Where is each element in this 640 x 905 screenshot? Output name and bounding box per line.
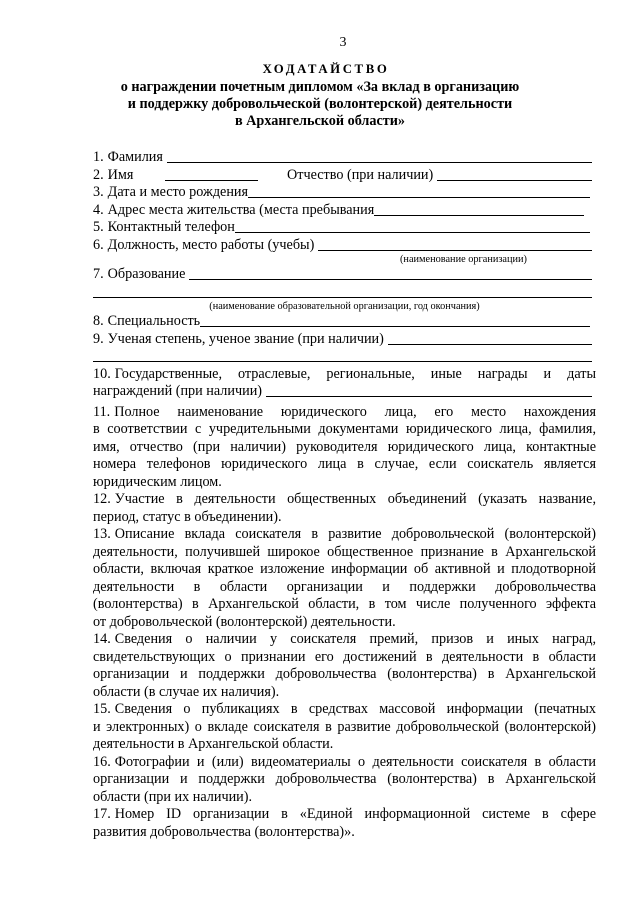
fill-in-line	[248, 184, 590, 198]
petition-form	[93, 149, 596, 841]
field-row-degree	[93, 331, 596, 349]
section-number: 17.	[93, 806, 111, 823]
line-text: Номер ID организации в «Единой информационной системе в сфере	[114, 806, 596, 823]
field-row-name	[93, 167, 596, 185]
field-row-surname	[93, 149, 596, 167]
field-number: 4.	[93, 201, 104, 218]
subtitle-line: в Архангельской области»	[234, 113, 406, 129]
text-line	[93, 526, 596, 544]
field-label-text: Специальность	[107, 313, 201, 330]
field-number: 6.	[93, 236, 104, 253]
text-line: деятельности в Архангельской области.	[93, 736, 334, 753]
text-line	[93, 491, 596, 509]
text-line: деятельности, получившей широкое общественное признание в Архангельской	[93, 543, 596, 560]
text-line: области, включая краткое изложение информации об активной и плодотворной	[93, 561, 596, 578]
section-legal-entity	[93, 404, 596, 492]
line-text: награждений (при наличии)	[93, 383, 263, 400]
field-row-position	[93, 237, 596, 255]
section-number: 13.	[93, 526, 111, 543]
text-line	[93, 701, 596, 719]
section-public-associations	[93, 491, 596, 526]
fill-in-line	[165, 167, 258, 181]
text-line: развития добровольчества (волонтерства)».	[93, 823, 355, 840]
text-line: организации и поддержки добровольчества (волонтерства) в Архангельской	[93, 771, 596, 788]
fill-in-line	[93, 348, 592, 362]
fill-in-line	[388, 331, 592, 345]
section-number: 12.	[93, 491, 111, 508]
text-line: юридическим лицом.	[93, 473, 222, 490]
fill-in-line	[437, 167, 592, 181]
fill-in-line	[93, 284, 592, 298]
line-text: Сведения о наличии у соискателя премий, призов и иных наград,	[114, 631, 596, 648]
text-line	[93, 806, 596, 824]
text-line	[93, 754, 596, 772]
field-label-text: Адрес места жительства (места пребывания	[107, 201, 375, 218]
line-text: Участие в деятельности общественных объединений (указать название,	[114, 491, 596, 508]
text-line	[93, 631, 596, 649]
fill-in-line	[318, 237, 592, 251]
text-line: период, статус в объединении).	[93, 508, 282, 525]
fill-in-line	[167, 149, 592, 163]
field-label-text: Образование	[107, 266, 186, 283]
section-number: 14.	[93, 631, 111, 648]
field-number: 3.	[93, 184, 104, 201]
field-label	[93, 331, 384, 349]
fill-in-line	[189, 266, 592, 280]
field-number: 1.	[93, 149, 104, 166]
field-label	[93, 237, 314, 255]
blank-line-row	[93, 348, 596, 366]
document-title: ХОДАТАЙСТВО	[262, 62, 390, 76]
field-number: 2.	[93, 166, 104, 183]
text-line: области (при их наличии).	[93, 788, 253, 805]
field-label-text: Контактный телефон	[107, 219, 235, 236]
fill-in-line	[374, 202, 584, 216]
field-label-patronymic: Отчество (при наличии)	[287, 166, 434, 183]
field-number: 5.	[93, 219, 104, 236]
blank-line-row	[93, 284, 596, 302]
caption-organization: (наименование организации)	[400, 254, 527, 266]
text-line: в соответствии с учредительными документами юридического лица, фамилия,	[93, 421, 596, 438]
field-row-address	[93, 202, 596, 220]
line-text: Полное наименование юридического лица, его место нахождения	[114, 403, 596, 420]
field-label-text: Имя	[107, 166, 134, 183]
text-line: организации и поддержки добровольчества (волонтерства) в Архангельской	[93, 666, 596, 683]
caption-education: (наименование образовательной организации, год окончания)	[209, 301, 480, 313]
text-line: номера телефонов юридического лица в случае, если соискатель является	[93, 456, 596, 473]
field-number: 8.	[93, 313, 104, 330]
field-label-text: Фамилия	[107, 149, 163, 166]
subtitle-line: о награждении почетным дипломом «За вклад в организацию	[120, 79, 520, 95]
field-label	[93, 167, 165, 185]
field-row-specialty	[93, 313, 596, 331]
field-label-text: Должность, место работы (учебы)	[107, 236, 315, 253]
page-number: 3	[339, 35, 347, 50]
text-line: (волонтерства) в Архангельской области, в том числе полученного эффекта	[93, 596, 596, 613]
section-organization-id	[93, 806, 596, 841]
line-text: Государственные, отраслевые, региональные, иные награды и даты	[114, 365, 596, 382]
field-number: 7.	[93, 266, 104, 283]
section-media	[93, 754, 596, 807]
section-contribution	[93, 526, 596, 631]
text-line	[93, 366, 596, 384]
section-number: 11.	[93, 403, 111, 420]
field-label	[93, 266, 185, 284]
line-text: Описание вклада соискателя в развитие добровольческой (волонтерской)	[114, 526, 596, 543]
field-label	[93, 149, 163, 167]
text-line: деятельности в области организации и поддержки добровольчества	[93, 578, 596, 595]
field-row-phone	[93, 219, 596, 237]
field-label	[93, 184, 248, 202]
field-row-awards	[93, 383, 596, 401]
fill-in-line	[266, 383, 592, 397]
field-label-text: Ученая степень, ученое звание (при наличии)	[107, 330, 384, 347]
text-line: области (в случае их наличия).	[93, 683, 280, 700]
fill-in-line	[200, 313, 590, 327]
field-label-text: Дата и место рождения	[107, 184, 249, 201]
text-line: имя, отчество (при наличии) руководителя юридического лица, контактные	[93, 438, 596, 455]
field-row-education	[93, 266, 596, 284]
section-prizes	[93, 631, 596, 701]
document-subtitle	[0, 79, 640, 130]
section-number: 10.	[93, 365, 111, 382]
field-number: 9.	[93, 330, 104, 347]
field-label	[93, 313, 200, 331]
text-line: от добровольческой (волонтерской) деятельности.	[93, 613, 396, 630]
field-label	[93, 219, 235, 237]
section-awards	[93, 366, 596, 401]
section-number: 15.	[93, 701, 111, 718]
field-label	[93, 202, 374, 220]
section-publications	[93, 701, 596, 754]
line-text: Фотографии и (или) видеоматериалы о деятельности соискателя в области	[114, 753, 596, 770]
text-line	[93, 404, 596, 422]
text-line: свидетельствующих о признании его достижений в деятельности в области	[93, 648, 596, 665]
line-text: Сведения о публикациях в средствах массовой информации (печатных	[114, 701, 596, 718]
subtitle-line: и поддержку добровольческой (волонтерской) деятельности	[127, 96, 513, 112]
text-line: и электронных) о вкладе соискателя в развитие добровольческой (волонтерской)	[93, 718, 596, 735]
section-number: 16.	[93, 753, 111, 770]
fill-in-line	[235, 219, 590, 233]
field-row-birth	[93, 184, 596, 202]
